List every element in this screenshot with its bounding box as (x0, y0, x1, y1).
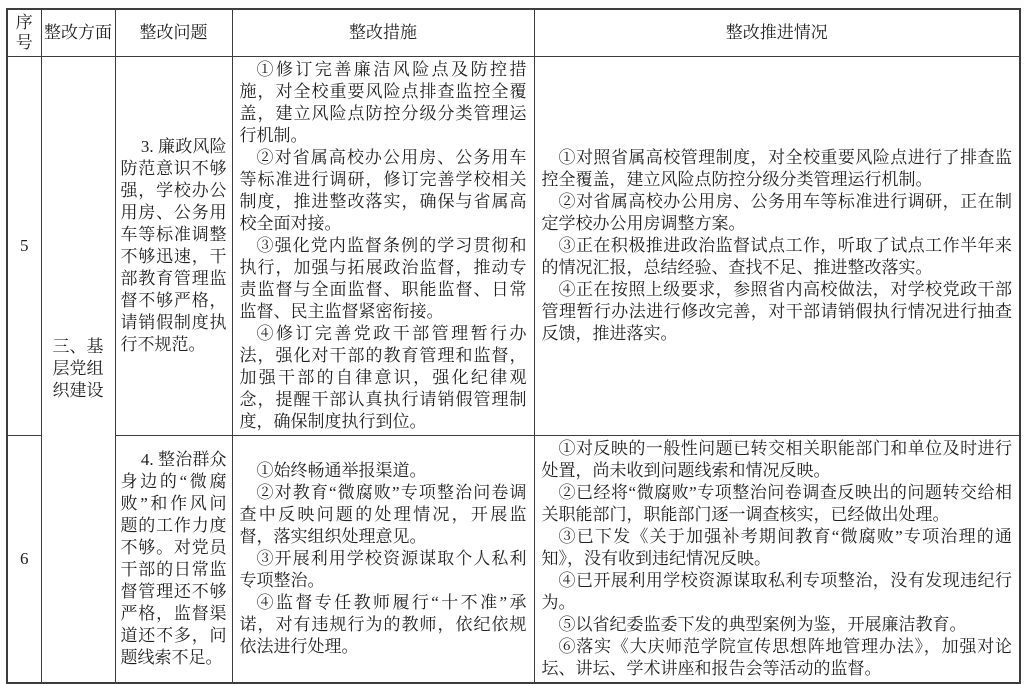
header-serial-number: 序号 (7, 9, 41, 56)
progress-item: ⑤以省纪委监委下发的典型案例为鉴，开展廉洁教育。 (558, 614, 967, 634)
row-6-progress-cell (534, 435, 1020, 683)
measure-item: ④修订完善党政干部管理暂行办法，强化对干部的教育管理和监督，加强干部的自律意识，强化纪律观念，提醒干部认真执行请销假管理制度，确保制度执行到位。 (239, 323, 527, 431)
progress-item: ①对照省属高校管理制度，对全校重要风险点进行了排查监控全覆盖，建立风险点防控分级分类管理运行机制。 (541, 147, 1012, 189)
header-rectification-measures: 整改措施 (232, 9, 534, 56)
measure-item: ②对教育“微腐败”专项整治问卷调查中反映问题的处理情况，开展监督，落实组织处理意见。 (239, 482, 527, 546)
measure-item: ②对省属高校办公用房、公务用车等标准进行调研，修订完善学校相关制度，推进整改落实，确保与省属高校全面对接。 (239, 147, 527, 233)
progress-item: ②对省属高校办公用房、公务用车等标准进行调研，正在制定学校办公用房调整方案。 (541, 191, 1012, 233)
row-6-problem-cell: 4. 整治群众身边的“微腐败”和作风问题的工作力度不够。对党员干部的日常监督管理还不够严格，监督渠道还不多，问题线索不足。 (115, 435, 232, 683)
progress-item: ②已经将“微腐败”专项整治问卷调查反映出的问题转交给相关职能部门，职能部门逐一调查核实，已经做出处理。 (541, 482, 1012, 524)
row-5-progress-cell (534, 56, 1020, 435)
measure-item: ①修订完善廉洁风险点及防控措施，对全校重要风险点排查监控全覆盖，建立风险点防控分级分类管理运行机制。 (239, 59, 527, 145)
row-5-serial-number: 5 (7, 56, 41, 435)
row-5-measures-cell (232, 56, 534, 435)
row-6-measures-cell (232, 435, 534, 683)
row-5-problem-cell: 3. 廉政风险防范意识不够强，学校办公用房、公务用车等标准调整不够迅速，干部教育管理监督不够严格，请销假制度执行不规范。 (115, 56, 232, 435)
rectification-table (6, 8, 1021, 684)
progress-item: ③已下发《关于加强补考期间教育“微腐败”专项治理的通知》，没有收到违纪情况反映。 (541, 526, 1012, 568)
progress-item: ①对反映的一般性问题已转交相关职能部门和单位及时进行处置，尚未收到问题线索和情况反映。 (541, 438, 1012, 480)
progress-item: ④已开展利用学校资源谋取私利专项整治，没有发现违纪行为。 (541, 570, 1012, 612)
header-rectification-aspect: 整改方面 (41, 9, 115, 56)
document-page (6, 8, 1019, 678)
header-rectification-problem: 整改问题 (115, 9, 232, 56)
row-6-serial-number: 6 (7, 435, 41, 683)
measure-item: ④监督专任教师履行“十不准”承诺，对有违规行为的教师，依纪依规依法进行处理。 (239, 592, 527, 656)
table-row (7, 56, 1020, 435)
progress-item: ③正在积极推进政治监督试点工作，听取了试点工作半年来的情况汇报，总结经验、查找不足、推进整改落实。 (541, 235, 1012, 277)
aspect-group-cell: 三、基层党组织建设 (41, 56, 115, 683)
header-rectification-progress: 整改推进情况 (534, 9, 1020, 56)
measure-item: ③开展利用学校资源谋取个人私利专项整治。 (239, 548, 527, 590)
progress-item: ④正在按照上级要求，参照省内高校做法，对学校党政干部管理暂行办法进行修改完善，对干部请销假执行情况进行抽查反馈，推进落实。 (541, 279, 1012, 343)
measure-item: ③强化党内监督条例的学习贯彻和执行，加强与拓展政治监督，推动专责监督与全面监督、职能监督、日常监督、民主监督紧密衔接。 (239, 235, 527, 321)
table-row (7, 435, 1020, 683)
table-header-row (7, 9, 1020, 56)
measure-item: ①始终畅通举报渠道。 (256, 460, 427, 480)
progress-item: ⑥落实《大庆师范学院宣传思想阵地管理办法》，加强对论坛、讲坛、学术讲座和报告会等活动的监督。 (541, 636, 1012, 678)
